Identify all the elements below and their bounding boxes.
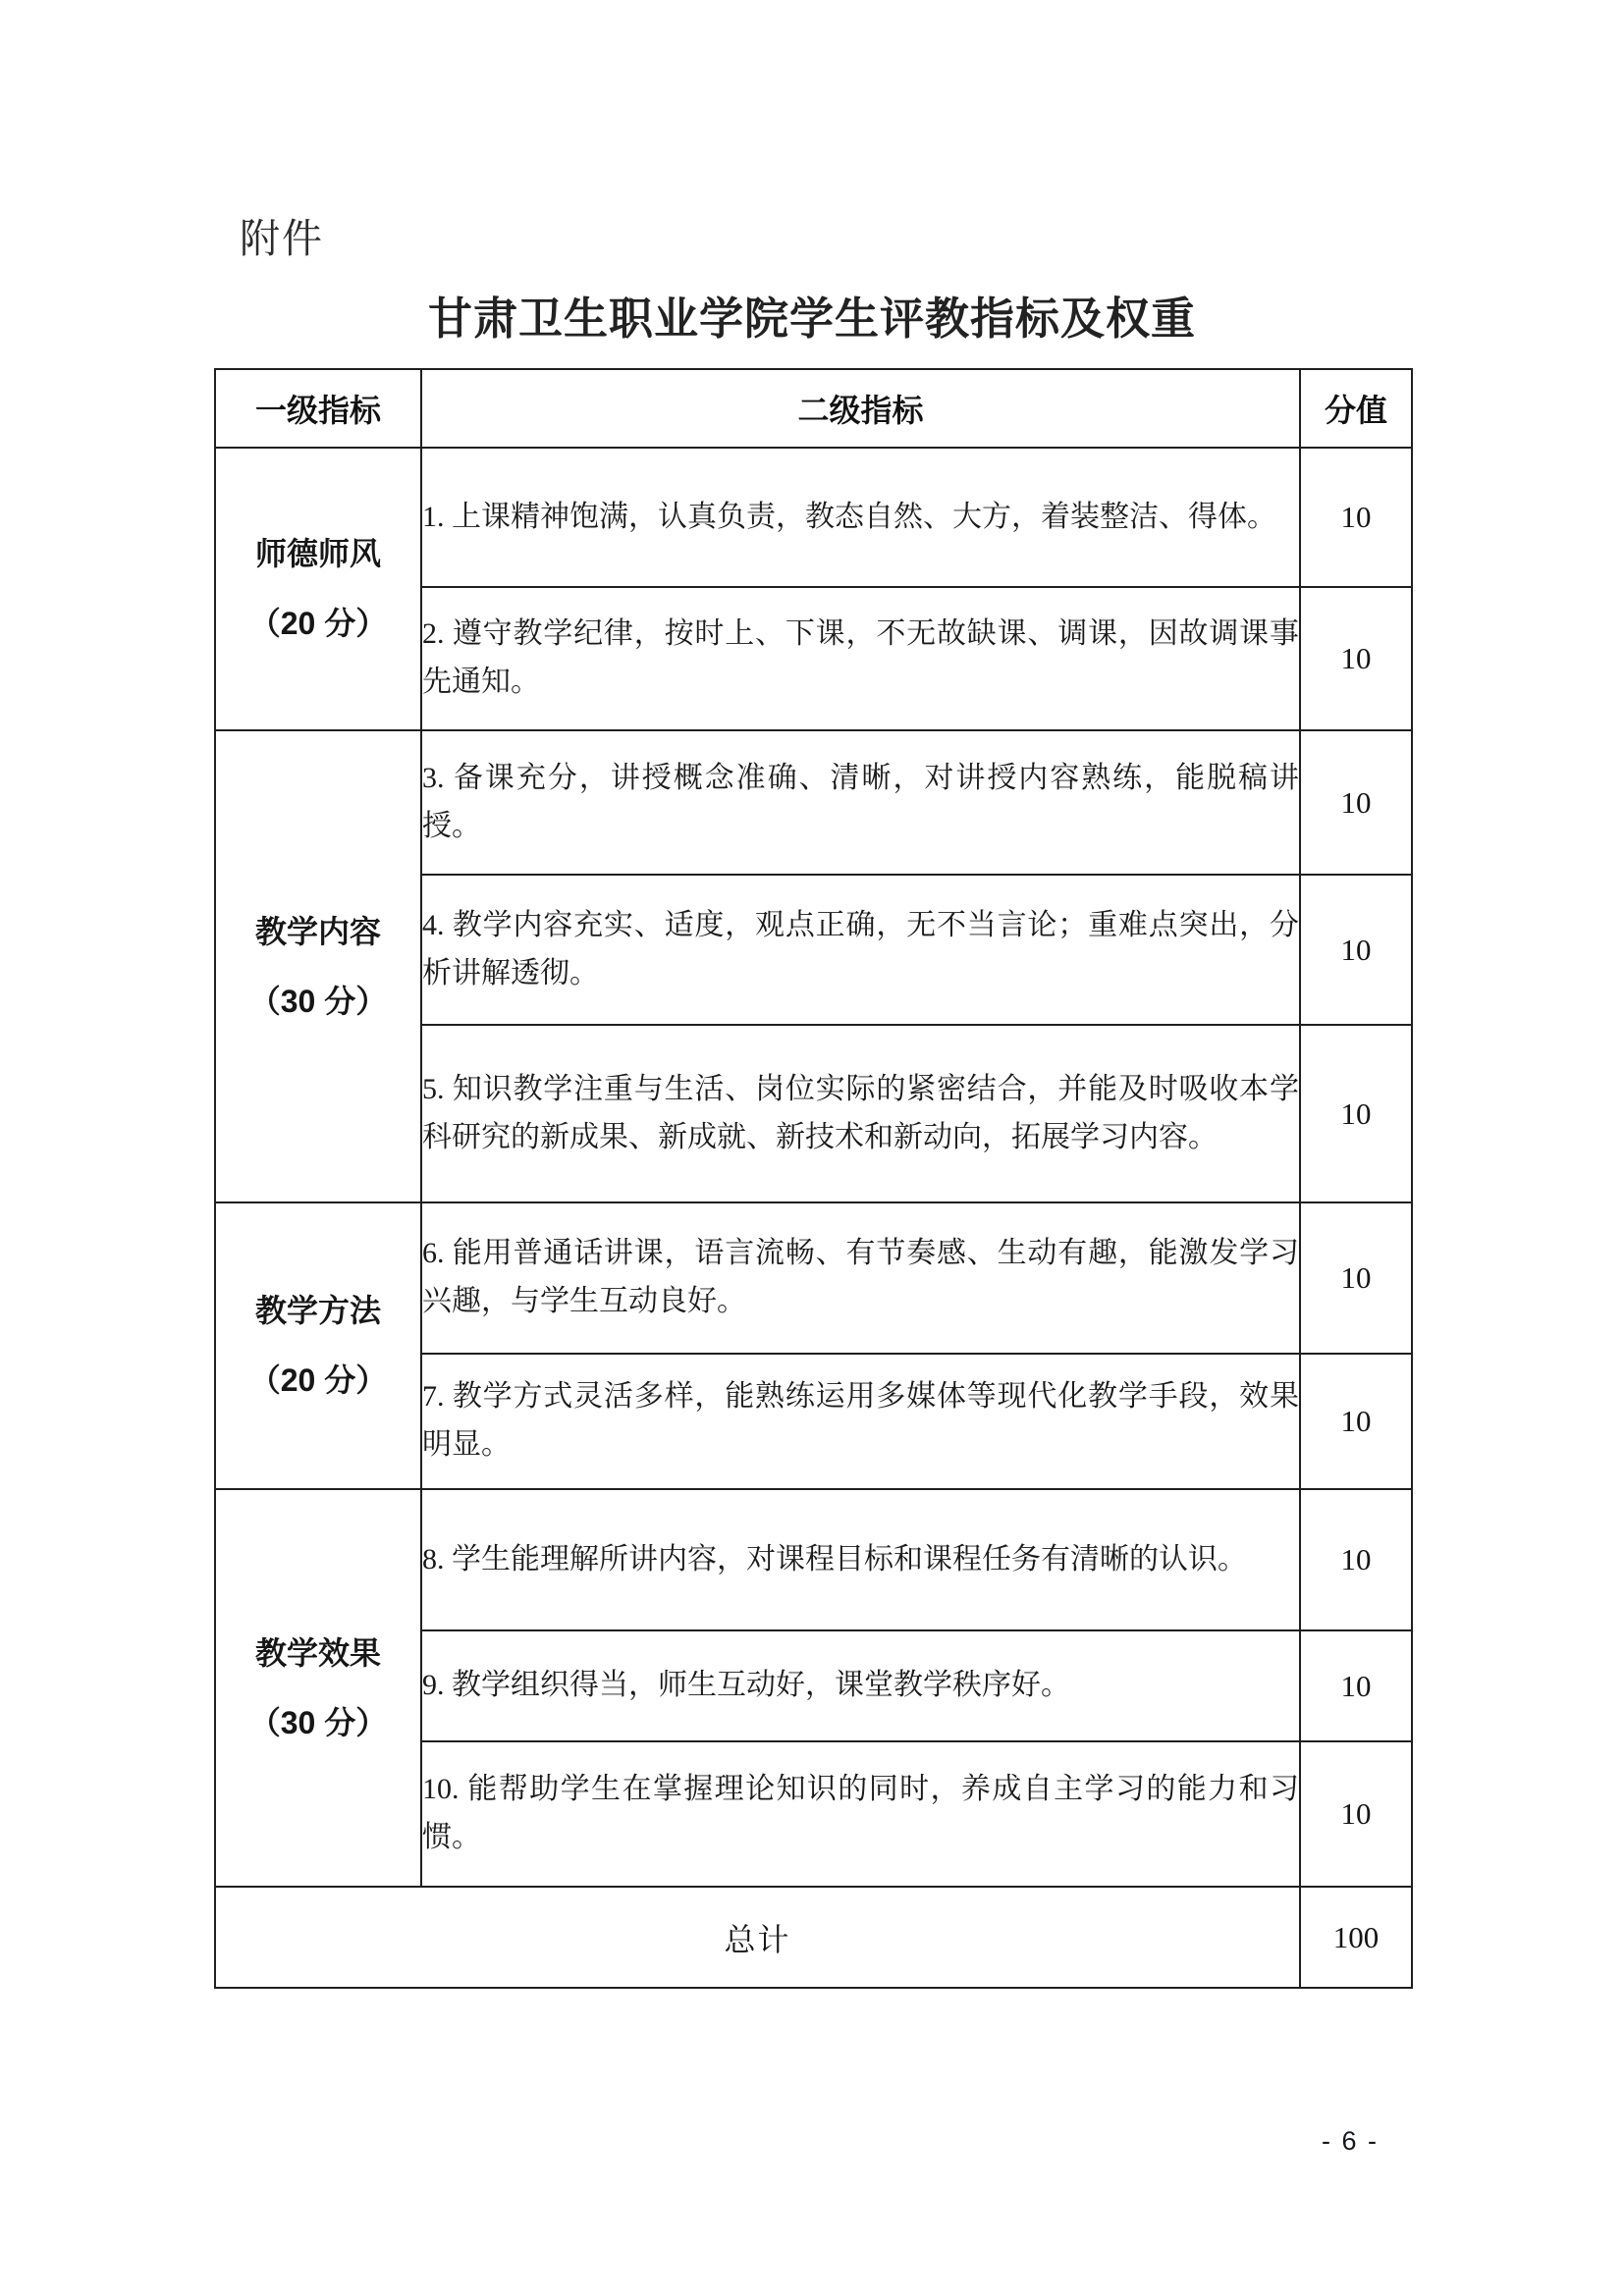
table-row: [215, 448, 1412, 587]
group-cell-neirong: [215, 730, 421, 1202]
criteria-text: 10. 能帮助学生在掌握理论知识的同时，养成自主学习的能力和习惯。: [421, 1741, 1300, 1887]
score-value: 10: [1300, 1025, 1412, 1202]
group-weight: （20 分）: [248, 1362, 388, 1398]
page-title: 甘肃卫生职业学院学生评教指标及权重: [427, 294, 1196, 344]
criteria-text: 4. 教学内容充实、适度，观点正确，无不当言论；重难点突出，分析讲解透彻。: [421, 875, 1300, 1025]
page-number: - 6 -: [1322, 2126, 1380, 2156]
criteria-text: 8. 学生能理解所讲内容，对课程目标和课程任务有清晰的认识。: [421, 1489, 1300, 1630]
criteria-text: 9. 教学组织得当，师生互动好，课堂教学秩序好。: [421, 1630, 1300, 1741]
table-header-row: [215, 369, 1412, 448]
criteria-text: 5. 知识教学注重与生活、岗位实际的紧密结合，并能及时吸收本学科研究的新成果、新成就、新技术和新动向，拓展学习内容。: [421, 1025, 1300, 1202]
attachment-label: 附件: [240, 216, 324, 261]
criteria-text: 6. 能用普通话讲课，语言流畅、有节奏感、生动有趣，能激发学习兴趣，与学生互动良好。: [421, 1202, 1300, 1354]
score-value: 10: [1300, 1489, 1412, 1630]
header-level2-indicator: 二级指标: [421, 369, 1300, 448]
score-value: 10: [1300, 1354, 1412, 1489]
score-value: 10: [1300, 1202, 1412, 1354]
group-weight: （30 分）: [248, 983, 388, 1019]
group-name: 教学内容: [254, 913, 381, 949]
criteria-text: 2. 遵守教学纪律，按时上、下课，不无故缺课、调课，因故调课事先通知。: [421, 587, 1300, 730]
group-name: 教学效果: [254, 1634, 381, 1671]
total-label: 总计: [215, 1887, 1300, 1988]
group-cell-xiaoguo: [215, 1489, 421, 1887]
score-value: 10: [1300, 875, 1412, 1025]
criteria-text: 1. 上课精神饱满，认真负责，教态自然、大方，着装整洁、得体。: [421, 448, 1300, 587]
header-level1-indicator: 一级指标: [215, 369, 421, 448]
header-score: 分值: [1300, 369, 1412, 448]
score-value: 10: [1300, 1741, 1412, 1887]
score-value: 10: [1300, 587, 1412, 730]
criteria-text: 7. 教学方式灵活多样，能熟练运用多媒体等现代化教学手段，效果明显。: [421, 1354, 1300, 1489]
group-name: 教学方法: [254, 1293, 381, 1329]
table-row: [215, 1202, 1412, 1354]
total-score-value: 100: [1300, 1887, 1412, 1988]
score-value: 10: [1300, 730, 1412, 875]
table-row: [215, 1489, 1412, 1630]
score-value: 10: [1300, 1630, 1412, 1741]
evaluation-table: [214, 368, 1413, 1989]
total-row: [215, 1887, 1412, 1988]
table-row: [215, 730, 1412, 875]
criteria-text: 3. 备课充分，讲授概念准确、清晰，对讲授内容熟练，能脱稿讲授。: [421, 730, 1300, 875]
group-cell-shide: [215, 448, 421, 730]
group-cell-fangfa: [215, 1202, 421, 1489]
group-weight: （20 分）: [248, 606, 388, 641]
group-weight: （30 分）: [248, 1704, 388, 1740]
group-name: 师德师风: [254, 536, 381, 572]
score-value: 10: [1300, 448, 1412, 587]
